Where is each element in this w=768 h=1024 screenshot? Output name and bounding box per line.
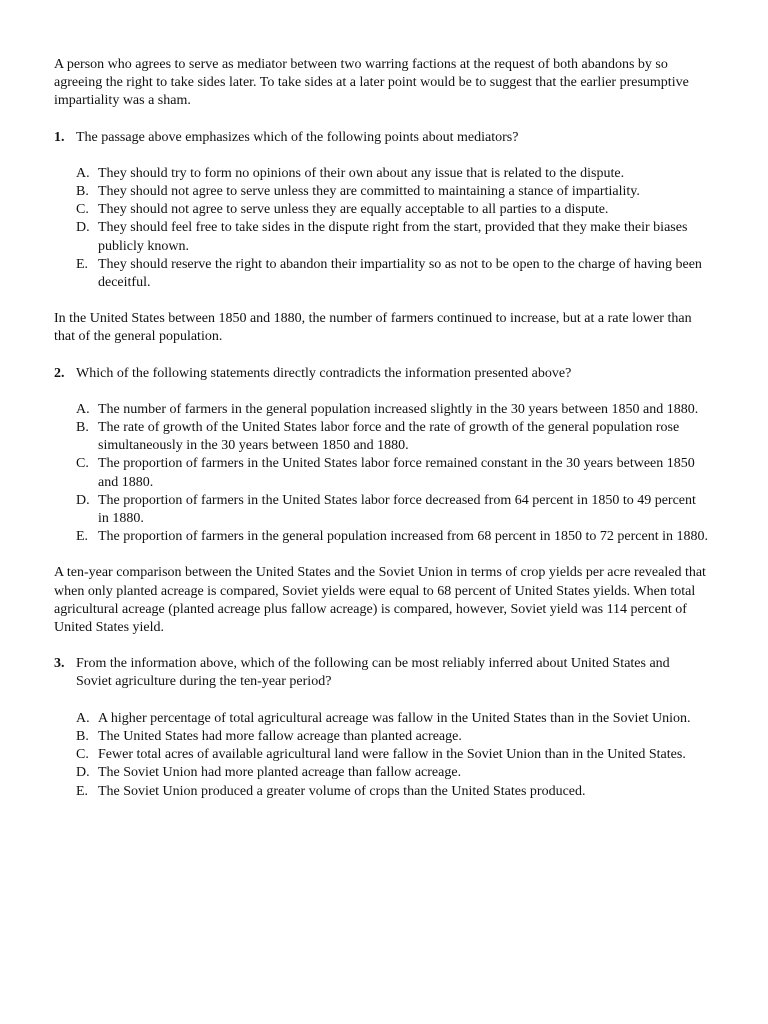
option-letter: C. [76, 747, 89, 763]
passage-2: In the United States between 1850 and 1880, the number of farmers continued to increase, but at a rate lower than that of the general population. [54, 311, 692, 345]
answer-options-2 [54, 401, 708, 547]
question-1 [54, 129, 708, 147]
option-text: They should reserve the right to abandon their impartiality so as not to be open to the charge of having been deceitful. [98, 256, 702, 291]
option-letter: D. [76, 492, 90, 508]
option-text: The rate of growth of the United States labor force and the rate of growth of the general population rose simultaneously in the 30 years between 1850 and 1880. [98, 420, 680, 454]
question-number: 3. [54, 656, 65, 672]
answer-option[interactable] [76, 219, 708, 255]
answer-option[interactable] [76, 492, 708, 528]
option-text: The proportion of farmers in the United States labor force remained constant in the 30 years between 1850 and 1880. [98, 456, 695, 490]
option-text: The Soviet Union had more planted acreage than fallow acreage. [98, 765, 462, 781]
question-block-3 [54, 564, 708, 800]
option-text: The proportion of farmers in the United States labor force decreased from 64 percent in 1850 to 49 percent in 1880. [98, 492, 696, 527]
answer-option[interactable] [76, 710, 708, 728]
option-letter: A. [76, 401, 90, 417]
option-text: They should try to form no opinions of their own about any issue that is related to the dispute. [98, 165, 625, 181]
option-text: The United States had more fallow acreage than planted acreage. [98, 728, 462, 744]
option-letter: B. [76, 728, 89, 744]
option-text: The number of farmers in the general population increased slightly in the 30 years between 1850 and 1880. [98, 401, 699, 417]
question-block-1 [54, 56, 708, 292]
answer-option[interactable] [76, 256, 708, 292]
option-text: The proportion of farmers in the general population increased from 68 percent in 1850 to 72 percent in 1880. [98, 529, 708, 545]
option-text: They should feel free to take sides in the dispute right from the start, provided that they make their biases publicly known. [98, 220, 688, 254]
answer-option[interactable] [76, 201, 708, 219]
option-text: A higher percentage of total agricultural acreage was fallow in the United States than in the Soviet Union. [98, 710, 691, 726]
option-text: They should not agree to serve unless they are committed to maintaining a stance of impartiality. [98, 184, 640, 200]
option-letter: C. [76, 202, 89, 218]
answer-option[interactable] [76, 183, 708, 201]
option-letter: E. [76, 529, 89, 545]
question-stem: The passage above emphasizes which of the following points about mediators? [76, 129, 519, 145]
question-2 [54, 365, 708, 383]
option-text: Fewer total acres of available agricultural land were fallow in the Soviet Union than in the United States. [98, 747, 686, 763]
answer-option[interactable] [76, 728, 708, 746]
option-letter: B. [76, 184, 89, 200]
option-letter: B. [76, 420, 89, 436]
question-stem: Which of the following statements directly contradicts the information presented above? [76, 365, 572, 381]
option-letter: C. [76, 456, 89, 472]
option-text: They should not agree to serve unless they are equally acceptable to all parties to a dispute. [98, 202, 609, 218]
option-letter: E. [76, 256, 89, 272]
answer-option[interactable] [76, 165, 708, 183]
passage-3: A ten-year comparison between the United States and the Soviet Union in terms of crop yields per acre revealed that when only planted acreage is compared, Soviet yields were equal to 68 percent of United States yields. When total agricultural acreage (planted acreage plus fallow acreage) is compared, however, Soviet yield was 114 percent of United States yield. [54, 565, 706, 636]
answer-option[interactable] [76, 455, 708, 491]
answer-option[interactable] [76, 401, 708, 419]
option-letter: A. [76, 710, 90, 726]
answer-option[interactable] [76, 419, 708, 455]
answer-option[interactable] [76, 764, 708, 782]
option-letter: D. [76, 220, 90, 236]
question-stem: From the information above, which of the following can be most reliably inferred about United States and Soviet agriculture during the ten-year period? [76, 656, 670, 690]
answer-options-1 [54, 165, 708, 292]
answer-option[interactable] [76, 783, 708, 801]
answer-options-3 [54, 710, 708, 801]
option-letter: D. [76, 765, 90, 781]
option-letter: A. [76, 165, 90, 181]
option-letter: E. [76, 783, 89, 799]
passage-1: A person who agrees to serve as mediator between two warring factions at the request of both abandons by so agreeing the right to take sides later. To take sides at a later point would be to suggest that the earlier presumptive impartiality was a sham. [54, 57, 689, 109]
option-text: The Soviet Union produced a greater volume of crops than the United States produced. [98, 783, 586, 799]
question-number: 2. [54, 365, 65, 381]
answer-option[interactable] [76, 746, 708, 764]
answer-option[interactable] [76, 528, 708, 546]
question-block-2 [54, 310, 708, 546]
question-3 [54, 655, 708, 691]
question-number: 1. [54, 129, 65, 145]
